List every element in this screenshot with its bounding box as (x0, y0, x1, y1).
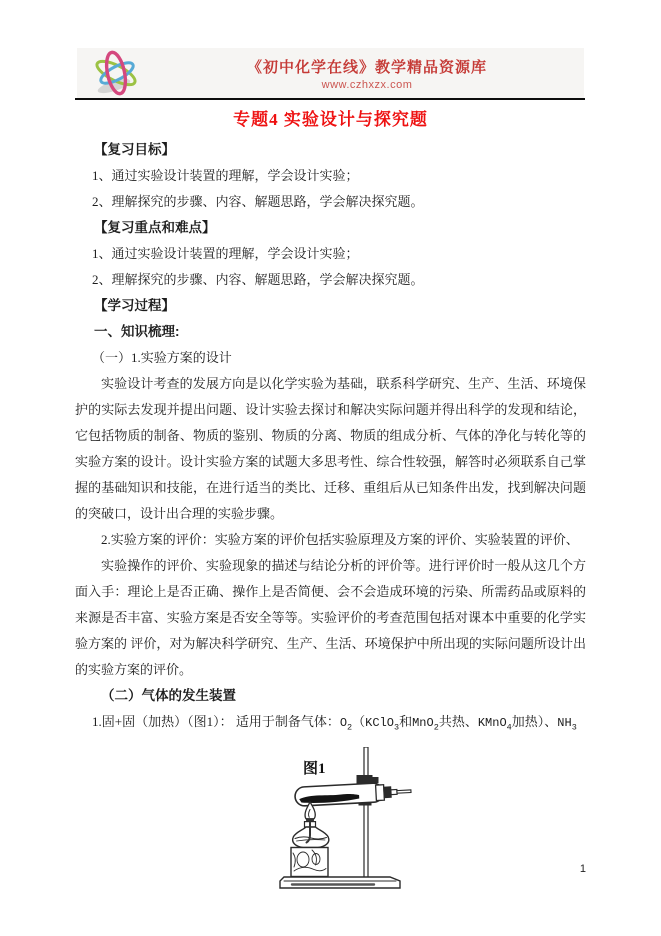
design-paragraph: 实验设计考查的发展方向是以化学实验为基础，联系科学研究、生产、生活、环境保护的实际去发现并提出问题、设计实验去探讨和解决实际问题并得出科学的发现和结论，它包括物质的制备、物质的鉴别、物质的分离、物质的组成分析、气体的净化与转化等的实验方案的设计。设计实验方案的试题大多思考性、综合性较强，解答时必须联系自己掌握的基础知识和技能，在进行适当的类比、迁移、重组后从已知条件出发，找到解决问题的突破口，设计出合理的实验步骤。 (75, 376, 586, 521)
design-subheading: （一）1.实验方案的设计 (92, 350, 232, 365)
text-segment: （ (352, 714, 366, 729)
review-goals-item-2: 2、理解探究的步骤、内容、解题思路，学会解决探究题。 (92, 194, 424, 209)
formula-subscript: 4 (506, 722, 512, 733)
formula-subscript: 3 (393, 722, 400, 733)
site-title: 《初中化学在线》教学精品资源库 (246, 59, 487, 76)
document-body (75, 137, 586, 897)
text-segment: 1.固+固（加热）（图1）： 适用于制备气体： (92, 714, 340, 729)
formula-subscript: 2 (433, 722, 439, 733)
page-number: 1 (579, 863, 586, 875)
key-points-heading: 【复习重点和难点】 (94, 220, 216, 235)
formula-segment: MnO (412, 716, 434, 730)
gas-device-heading: （二）气体的发生装置 (101, 688, 236, 703)
atom-logo-icon (86, 48, 148, 98)
review-goals-item-1: 1、通过实验设计装置的理解，学会设计实验； (92, 168, 359, 183)
key-points-item-2: 2、理解探究的步骤、内容、解题思路，学会解决探究题。 (92, 272, 424, 287)
formula-segment: NH (557, 716, 572, 730)
evaluation-paragraph: 实验操作的评价、实验现象的描述与结论分析的评价等。进行评价时一般从这几个方面入手：理论上是否正确、操作上是否简便、会不会造成环境的污染、所需药品或原料的来源是否丰富、实验方案是否安全等等。实验评价的考查范围包括对课本中重要的化学实验方案的 评价，对为解决科学研究、生产、生活、环境保护中所出现的实际问题所设计出的实验方案的评价。 (75, 558, 586, 677)
heating-apparatus-illustration (270, 747, 442, 897)
gas-generation-line (75, 709, 586, 741)
page-title: 专题4 实验设计与探究题 (233, 110, 428, 129)
formula-subscript: 3 (571, 722, 577, 733)
evaluation-intro-line: 2.实验方案的评价：实验方案的评价包括实验原理及方案的评价、实验装置的评价、 (101, 532, 579, 547)
formula-segment: KMnO (477, 716, 507, 730)
figure-label: 图1 (303, 760, 326, 777)
document-header (77, 48, 584, 98)
formula-segment: O (339, 716, 348, 730)
formula-segment: KClO (365, 716, 394, 730)
header-divider (75, 98, 585, 100)
site-url: www.czhxzx.com (321, 79, 413, 91)
key-points-item-1: 1、通过实验设计装置的理解，学会设计实验； (92, 246, 359, 261)
text-segment: 加热）、 (511, 714, 558, 729)
review-goals-heading: 【复习目标】 (94, 142, 175, 157)
text-segment: 和 (399, 714, 413, 729)
process-heading: 【学习过程】 (94, 298, 175, 313)
formula-subscript: 2 (347, 722, 353, 733)
knowledge-heading: 一、知识梳理: (94, 324, 180, 339)
text-segment: 共热、 (438, 714, 478, 729)
figure-1 (270, 747, 442, 897)
